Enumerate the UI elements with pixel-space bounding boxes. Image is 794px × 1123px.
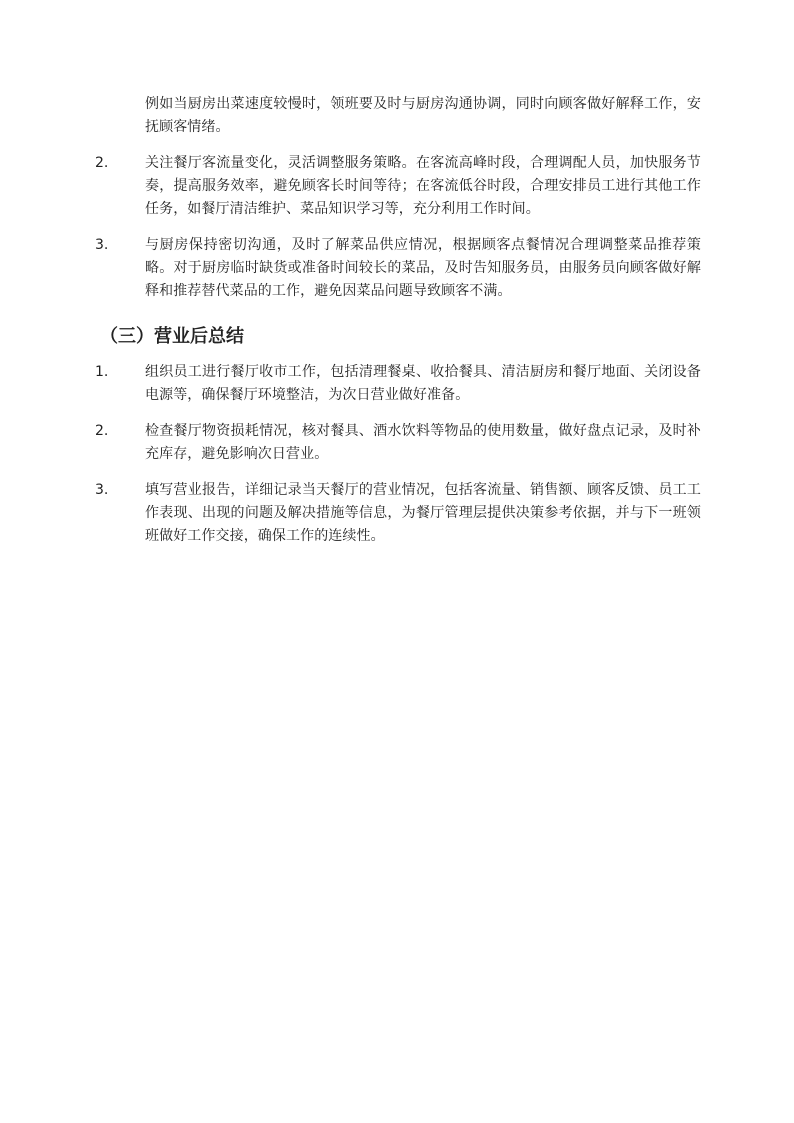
list-item	[0, 152, 794, 221]
list-item-number: 2.	[95, 423, 109, 439]
list-item-text: 组织员工进行餐厅收市工作，包括清理餐桌、收拾餐具、清洁厨房和餐厅地面、关闭设备电源等，确保餐厅环境整洁，为次日营业做好准备。	[145, 364, 701, 403]
list-item-text: 检查餐厅物资损耗情况，核对餐具、酒水饮料等物品的使用数量，做好盘点记录，及时补充库存，避免影响次日营业。	[145, 423, 701, 462]
list-item-text: 与厨房保持密切沟通，及时了解菜品供应情况，根据顾客点餐情况合理调整菜品推荐策略。对于厨房临时缺货或准备时间较长的菜品，及时告知服务员，由服务员向顾客做好解释和推荐替代菜品的工作，避免因菜品问题导致顾客不满。	[145, 237, 701, 299]
list-item-text: 关注餐厅客流量变化，灵活调整服务策略。在客流高峰时段，合理调配人员，加快服务节奏，提高服务效率，避免顾客长时间等待；在客流低谷时段，合理安排员工进行其他工作任务，如餐厅清洁维护、菜品知识学习等，充分利用工作时间。	[145, 155, 701, 217]
list-item	[0, 234, 794, 303]
section3-list	[0, 361, 794, 561]
list-item-number: 1.	[95, 364, 109, 380]
list-item	[0, 361, 794, 407]
list-item-number: 3.	[95, 482, 109, 498]
list-item-number: 2.	[95, 155, 109, 171]
list-item	[0, 93, 794, 139]
section2-list	[0, 93, 794, 316]
list-item	[0, 479, 794, 548]
list-item-number: 3.	[95, 237, 109, 253]
list-item	[0, 420, 794, 466]
list-item-text: 例如当厨房出菜速度较慢时，领班要及时与厨房沟通协调，同时向顾客做好解释工作，安抚顾客情绪。	[145, 96, 701, 135]
section-heading: （三）营业后总结	[100, 326, 244, 347]
list-item-text: 填写营业报告，详细记录当天餐厅的营业情况，包括客流量、销售额、顾客反馈、员工工作表现、出现的问题及解决措施等信息，为餐厅管理层提供决策参考依据，并与下一班领班做好工作交接，确保工作的连续性。	[145, 482, 701, 544]
